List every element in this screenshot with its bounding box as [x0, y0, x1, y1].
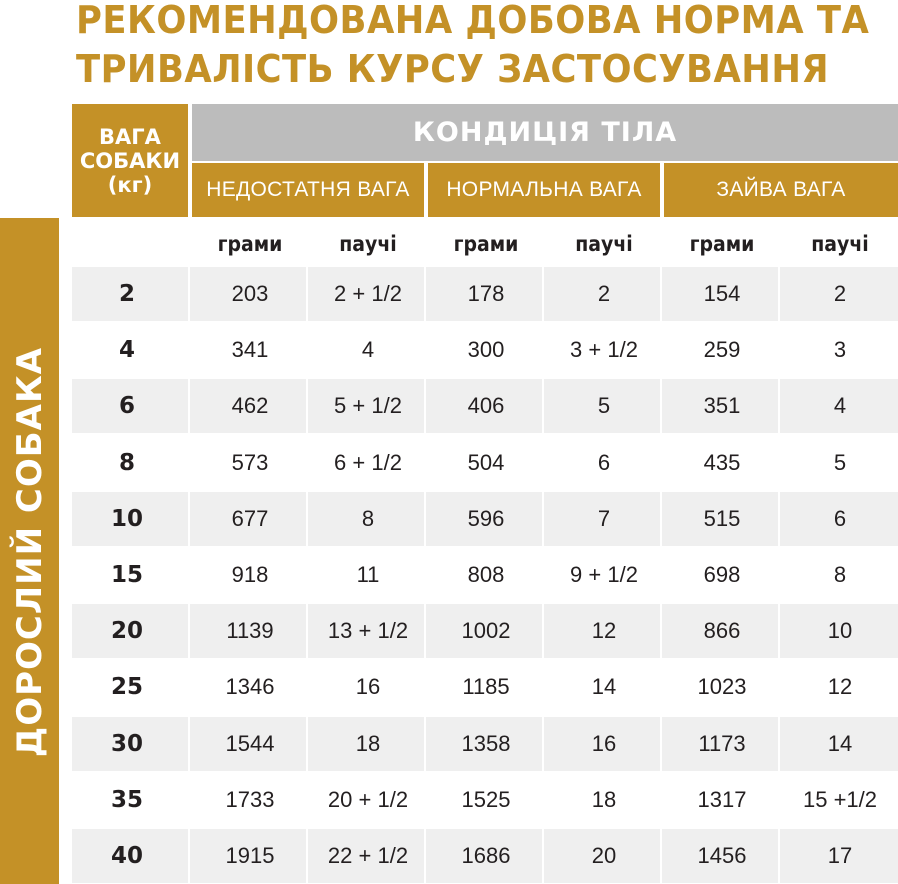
pouches-normal: 3 + 1/2: [570, 337, 638, 362]
pouches-overweight: 5: [833, 450, 847, 475]
grams-underweight: 1915: [225, 843, 275, 868]
unit-grams-overweight: грами: [689, 231, 755, 256]
grams-overweight: 698: [703, 562, 741, 587]
pouches-underweight: 11: [356, 562, 380, 587]
pouches-overweight: 15 +1/2: [802, 787, 877, 812]
pouches-underweight: 16: [355, 674, 381, 699]
pouches-underweight: 22 + 1/2: [327, 843, 409, 868]
weight-header-line-1: ВАГА: [99, 124, 161, 149]
pouches-underweight: 18: [355, 731, 381, 756]
pouches-overweight: 14: [827, 731, 853, 756]
column-divider: [660, 221, 662, 884]
pouches-overweight: 10: [827, 618, 853, 643]
grams-normal: 1686: [461, 843, 511, 868]
unit-grams-normal: грами: [453, 231, 519, 256]
grams-underweight: 341: [231, 337, 269, 362]
pouches-overweight: 12: [827, 674, 853, 699]
grams-overweight: 351: [703, 393, 741, 418]
pouches-normal: 5: [597, 393, 611, 418]
unit-pouches-overweight: паучі: [811, 231, 869, 256]
pouches-underweight: 13 + 1/2: [327, 618, 409, 643]
grams-normal: 178: [467, 281, 505, 306]
grams-normal: 406: [467, 393, 505, 418]
grams-normal: 1002: [461, 618, 511, 643]
group-header-underweight: НЕДОСТАТНЯ ВАГА: [192, 163, 424, 217]
pouches-normal: 20: [591, 843, 617, 868]
grams-normal: 1525: [461, 787, 511, 812]
page-title: [76, 0, 870, 94]
pouches-overweight: 3: [833, 337, 847, 362]
row-weight: 6: [118, 393, 135, 419]
grams-normal: 504: [467, 450, 505, 475]
column-divider: [306, 221, 308, 884]
title-line-1: РЕКОМЕНДОВАНА ДОБОВА НОРМА ТА: [76, 0, 870, 42]
pouches-normal: 12: [591, 618, 617, 643]
grams-overweight: 515: [703, 506, 741, 531]
row-weight: 40: [110, 843, 143, 869]
row-weight: 30: [110, 731, 143, 757]
row-weight: 20: [110, 618, 143, 644]
grams-overweight: 1023: [697, 674, 747, 699]
pouches-overweight: 4: [833, 393, 847, 418]
side-label: ДОРОСЛИЙ СОБАКА: [10, 346, 50, 758]
pouches-overweight: 8: [833, 562, 847, 587]
pouches-underweight: 2 + 1/2: [334, 281, 402, 306]
grams-overweight: 1173: [698, 731, 746, 756]
pouches-overweight: 2: [833, 281, 847, 306]
row-weight: 8: [118, 450, 135, 476]
grams-underweight: 203: [231, 281, 269, 306]
grams-overweight: 154: [703, 281, 741, 306]
weight-column-header: [72, 104, 188, 217]
grams-normal: 300: [467, 337, 505, 362]
row-weight: 10: [110, 506, 143, 532]
pouches-overweight: 17: [827, 843, 853, 868]
grams-normal: 808: [467, 562, 505, 587]
pouches-underweight: 6 + 1/2: [334, 450, 402, 475]
pouches-normal: 14: [591, 674, 617, 699]
grams-overweight: 1317: [697, 787, 747, 812]
pouches-underweight: 20 + 1/2: [327, 787, 409, 812]
grams-underweight: 1139: [226, 618, 274, 643]
grams-underweight: 1544: [225, 731, 275, 756]
row-weight: 25: [110, 674, 143, 700]
grams-underweight: 1733: [225, 787, 275, 812]
grams-normal: 596: [467, 506, 505, 531]
pouches-normal: 18: [591, 787, 617, 812]
row-weight: 35: [110, 787, 143, 813]
column-divider: [778, 221, 780, 884]
column-divider: [424, 221, 426, 884]
condition-header: КОНДИЦІЯ ТІЛА: [192, 104, 898, 161]
unit-grams-underweight: грами: [217, 231, 283, 256]
grams-overweight: 435: [703, 450, 741, 475]
row-weight: 4: [118, 337, 135, 363]
pouches-normal: 9 + 1/2: [570, 562, 638, 587]
grams-overweight: 1456: [697, 843, 747, 868]
unit-pouches-normal: паучі: [575, 231, 633, 256]
grams-overweight: 259: [703, 337, 741, 362]
column-divider: [542, 221, 544, 884]
unit-pouches-underweight: паучі: [339, 231, 397, 256]
title-line-2: ТРИВАЛІСТЬ КУРСУ ЗАСТОСУВАННЯ: [76, 47, 830, 91]
pouches-overweight: 6: [833, 506, 847, 531]
pouches-normal: 2: [597, 281, 611, 306]
row-weight: 2: [118, 281, 135, 307]
row-weight: 15: [110, 562, 143, 588]
grams-overweight: 866: [703, 618, 741, 643]
group-header-overweight: ЗАЙВА ВАГА: [664, 163, 898, 217]
column-divider: [188, 221, 190, 884]
pouches-normal: 16: [591, 731, 617, 756]
pouches-normal: 6: [597, 450, 611, 475]
group-header-normal: НОРМАЛЬНА ВАГА: [428, 163, 660, 217]
grams-underweight: 918: [231, 562, 269, 587]
weight-header-line-2: СОБАКИ: [79, 148, 181, 173]
pouches-underweight: 4: [361, 337, 375, 362]
grams-underweight: 462: [231, 393, 269, 418]
grams-underweight: 573: [231, 450, 269, 475]
grams-underweight: 677: [231, 506, 269, 531]
grams-normal: 1358: [461, 731, 511, 756]
grams-underweight: 1346: [225, 674, 275, 699]
weight-header-line-3: (кг): [107, 172, 153, 197]
grams-normal: 1185: [462, 674, 510, 699]
pouches-underweight: 8: [361, 506, 375, 531]
pouches-underweight: 5 + 1/2: [334, 393, 402, 418]
pouches-normal: 7: [597, 506, 611, 531]
